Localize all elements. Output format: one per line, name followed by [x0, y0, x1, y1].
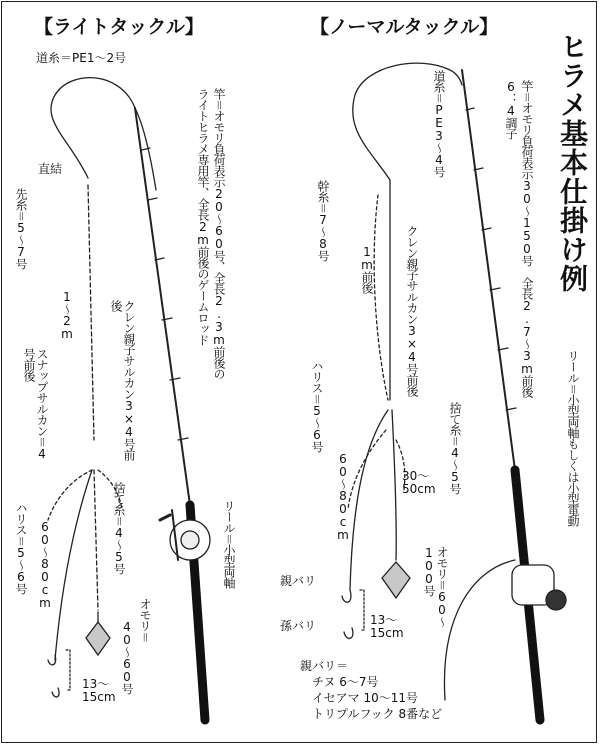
left-harisu-length: 60～80cm [38, 520, 52, 609]
right-sinker [382, 562, 410, 598]
right-heading: 【ノーマルタックル】 [310, 16, 499, 38]
left-sinker [86, 622, 110, 655]
right-sute-ito-label: 捨て糸＝4～5号 [448, 402, 462, 494]
right-harisu [350, 410, 388, 590]
left-direct-knot-label: 直結 [38, 162, 63, 176]
right-sute-ito [392, 410, 396, 560]
left-rod [135, 108, 190, 505]
left-hook-2 [52, 688, 59, 697]
left-harisu [55, 470, 92, 660]
left-sinker-weight: 40～60号 [120, 620, 134, 694]
right-hook-gap-label: 13～15cm [370, 613, 404, 640]
hook-item-1: チヌ 6～7号 [312, 675, 379, 689]
left-sute-ito [94, 470, 98, 610]
right-sute-length: 30～50cm [402, 469, 436, 496]
hook-item-2: イセアマ 10～11号 [312, 691, 418, 705]
right-oyabari-label: 親バリ [280, 574, 317, 588]
hook-item-3: トリプルフック 8番など [312, 707, 443, 721]
left-crane-swivel-label: クレン親子サルカン3×4号前後 [109, 300, 136, 460]
right-reel-label: リール＝小型両軸もしくは小型電動 [566, 350, 580, 526]
diagram-title: ヒラメ基本仕掛け例 [556, 32, 589, 293]
left-heading: 【ライトタックル】 [34, 16, 204, 38]
right-hook-1 [342, 590, 351, 602]
left-main-line-label: 道糸＝PE1～2号 [36, 51, 127, 65]
right-hook-2 [344, 628, 353, 638]
left-leader [88, 185, 94, 440]
left-sinker-label: オモリ＝ [138, 598, 152, 642]
right-mikiito-label: 幹糸＝7～8号 [316, 180, 330, 261]
right-rod-label: 竿＝オモリ負荷表示30～150号 全長2.7～3m前後 [520, 80, 534, 397]
left-harisu-label: ハリス＝5～6号 [14, 502, 28, 594]
left-leader-label: 先糸＝5～7号 [14, 188, 28, 269]
right-main-line-label: 道糸＝PE3～4号 [432, 70, 446, 177]
right-crane-swivel-label: クレン親子サルカン3×4号前後 [405, 225, 419, 396]
hooks-heading: 親バリ＝ [300, 659, 349, 673]
right-rod-label-2: 6：4調子 [504, 80, 518, 139]
right-sinker-label: オモリ＝60～100号 [422, 546, 449, 627]
left-rod-label: 竿＝オモリ負荷表示20～60号、全長2.3m前後の [212, 88, 226, 379]
left-main-line [51, 78, 156, 190]
right-harisu-label: ハリス＝5～6号 [310, 360, 324, 452]
left-swivel-label: スナップサルカン＝4号前後 [22, 348, 49, 460]
right-harisu-length: 60～80cm [336, 452, 350, 541]
right-mikiito-length: 1m前後 [360, 245, 374, 293]
left-hook-gap-label: 13～15cm [82, 677, 116, 704]
left-leader-length: 1～2m [60, 290, 74, 340]
right-magobari-label: 孫バリ [280, 619, 317, 633]
left-sute-ito-label: 捨て糸＝4～5号 [112, 482, 126, 574]
left-rod-label-2: ライトヒラメ専用竿、全長2m前後のゲームロッド [196, 88, 210, 345]
left-reel-label: リール＝小型両軸 [222, 500, 236, 588]
